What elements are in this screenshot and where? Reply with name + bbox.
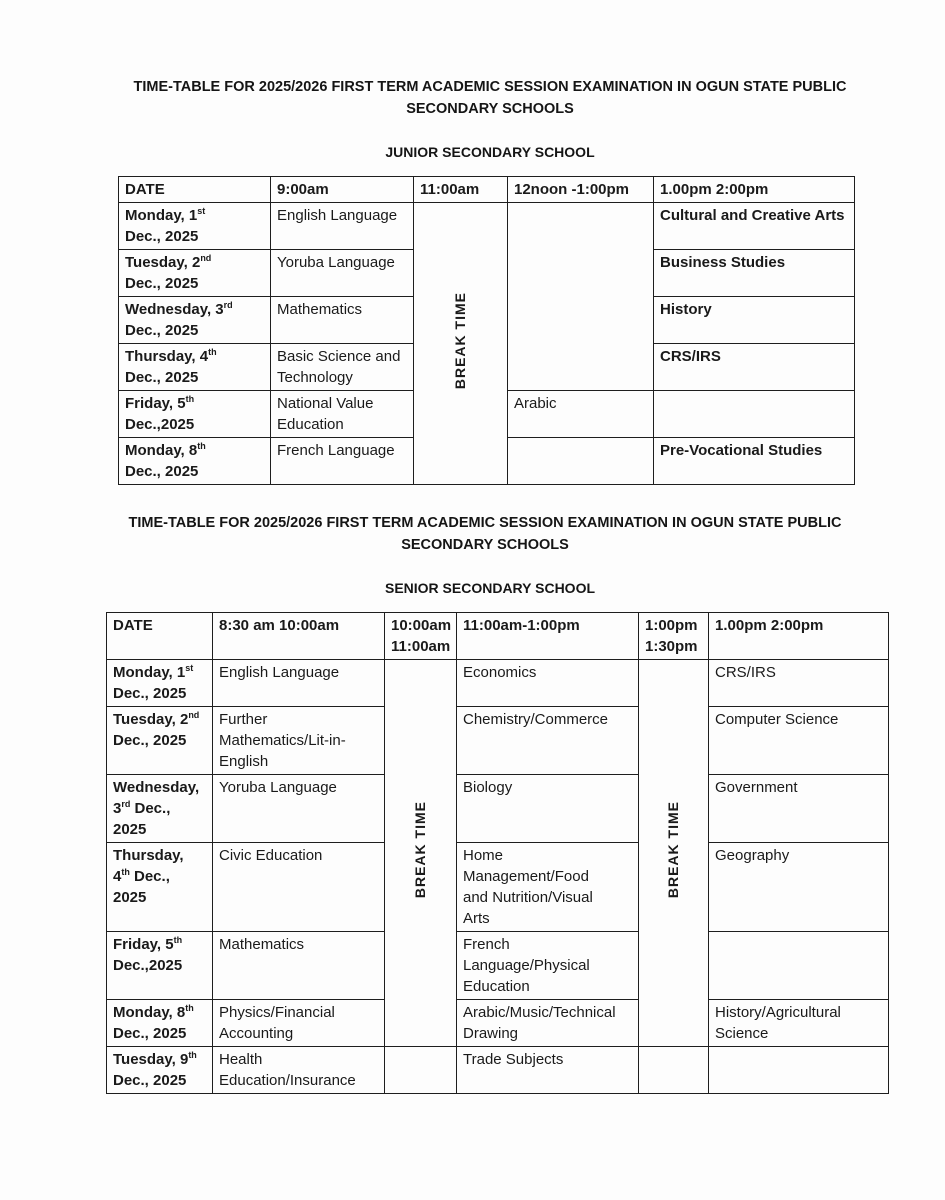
- sss-date-cell: Monday, 1st Dec., 2025: [107, 660, 213, 707]
- sss-subject-1pm: Computer Science: [709, 707, 889, 775]
- sss-subject-830am: English Language: [213, 660, 385, 707]
- jss-subject-12noon-empty: [508, 203, 654, 391]
- sss-subject-830am: Further Mathematics/Lit-in- English: [213, 707, 385, 775]
- jss-subject-9am: Yoruba Language: [271, 250, 414, 297]
- sss-header-date: DATE: [107, 613, 213, 660]
- jss-subject-9am: French Language: [271, 438, 414, 485]
- jss-subject-9am: English Language: [271, 203, 414, 250]
- sss-header-11am: 11:00am-1:00pm: [457, 613, 639, 660]
- jss-date-cell: Tuesday, 2nd Dec., 2025: [119, 250, 271, 297]
- table-row: [107, 775, 889, 843]
- sss-title: [105, 512, 865, 556]
- table-row: [119, 203, 855, 250]
- sss-section-title: SENIOR SECONDARY SCHOOL: [384, 580, 596, 596]
- jss-header-12noon: 12noon -1:00pm: [508, 177, 654, 203]
- sss-header-830am: 8:30 am 10:00am: [213, 613, 385, 660]
- jss-date-cell: Thursday, 4th Dec., 2025: [119, 344, 271, 391]
- sss-date-cell: Friday, 5th Dec.,2025: [107, 932, 213, 1000]
- jss-date-cell: Wednesday, 3rd Dec., 2025: [119, 297, 271, 344]
- jss-date-cell: Friday, 5th Dec.,2025: [119, 391, 271, 438]
- jss-subject-1pm: Cultural and Creative Arts: [654, 203, 855, 250]
- table-row: [107, 932, 889, 1000]
- table-row: [107, 707, 889, 775]
- jss-subject-9am: National Value Education: [271, 391, 414, 438]
- sss-date-cell: Tuesday, 2nd Dec., 2025: [107, 707, 213, 775]
- table-row: [107, 1047, 889, 1094]
- jss-subject-1pm: Business Studies: [654, 250, 855, 297]
- sss-break-time-2: BREAK TIME: [639, 660, 709, 1047]
- jss-subject-12noon: [508, 438, 654, 485]
- jss-header-11am: 11:00am: [414, 177, 508, 203]
- sss-subject-1pm: Geography: [709, 843, 889, 932]
- sss-break-empty-2: [639, 1047, 709, 1094]
- sss-subject-1pm: CRS/IRS: [709, 660, 889, 707]
- jss-header-9am: 9:00am: [271, 177, 414, 203]
- sss-subject-1pm: [709, 1047, 889, 1094]
- jss-title-line2: SECONDARY SCHOOLS: [406, 101, 574, 117]
- sss-header-1pm-break: 1:00pm 1:30pm: [639, 613, 709, 660]
- sss-subject-830am: Physics/Financial Accounting: [213, 1000, 385, 1047]
- table-row: [107, 660, 889, 707]
- sss-date-cell: Thursday, 4th Dec., 2025: [107, 843, 213, 932]
- sss-title-line2: SECONDARY SCHOOLS: [401, 537, 569, 553]
- sss-subject-11am: Home Management/Food and Nutrition/Visual Arts: [457, 843, 639, 932]
- sss-header-row: [107, 613, 889, 660]
- jss-break-time: BREAK TIME: [414, 203, 508, 485]
- sss-break-time-1: BREAK TIME: [385, 660, 457, 1047]
- table-row: [107, 1000, 889, 1047]
- sss-subject-11am: French Language/Physical Education: [457, 932, 639, 1000]
- jss-section-title: JUNIOR SECONDARY SCHOOL: [385, 144, 595, 160]
- jss-subject-1pm: Pre-Vocational Studies: [654, 438, 855, 485]
- sss-title-line1: TIME-TABLE FOR 2025/2026 FIRST TERM ACADEMIC SESSION EXAMINATION IN OGUN STATE PUBLIC: [128, 515, 842, 531]
- jss-header-1pm: 1.00pm 2:00pm: [654, 177, 855, 203]
- jss-subject-9am: Mathematics: [271, 297, 414, 344]
- sss-subject-830am: Mathematics: [213, 932, 385, 1000]
- sss-subject-1pm: Government: [709, 775, 889, 843]
- sss-subject-830am: Health Education/Insurance: [213, 1047, 385, 1094]
- jss-header-row: [119, 177, 855, 203]
- jss-subject-1pm: History: [654, 297, 855, 344]
- sss-subject-830am: Yoruba Language: [213, 775, 385, 843]
- jss-title: [110, 76, 870, 120]
- sss-header-10am: 10:00am 11:00am: [385, 613, 457, 660]
- sss-subject-1pm: [709, 932, 889, 1000]
- sss-subject-11am: Trade Subjects: [457, 1047, 639, 1094]
- jss-header-date: DATE: [119, 177, 271, 203]
- jss-date-cell: Monday, 1st Dec., 2025: [119, 203, 271, 250]
- sss-subject-11am: Chemistry/Commerce: [457, 707, 639, 775]
- jss-subject-1pm: CRS/IRS: [654, 344, 855, 391]
- table-row: [107, 843, 889, 932]
- sss-subject-11am: Arabic/Music/Technical Drawing: [457, 1000, 639, 1047]
- jss-timetable: [118, 176, 855, 485]
- sss-subject-1pm: History/Agricultural Science: [709, 1000, 889, 1047]
- sss-subject-11am: Economics: [457, 660, 639, 707]
- sss-date-cell: Tuesday, 9th Dec., 2025: [107, 1047, 213, 1094]
- jss-subject-12noon: Arabic: [508, 391, 654, 438]
- jss-subject-1pm: [654, 391, 855, 438]
- sss-subject-11am: Biology: [457, 775, 639, 843]
- sss-header-1pm: 1.00pm 2:00pm: [709, 613, 889, 660]
- jss-title-line1: TIME-TABLE FOR 2025/2026 FIRST TERM ACADEMIC SESSION EXAMINATION IN OGUN STATE PUBLIC: [133, 79, 847, 95]
- jss-subject-9am: Basic Science and Technology: [271, 344, 414, 391]
- sss-timetable: [106, 612, 889, 1094]
- jss-date-cell: Monday, 8th Dec., 2025: [119, 438, 271, 485]
- sss-break-empty-1: [385, 1047, 457, 1094]
- sss-subject-830am: Civic Education: [213, 843, 385, 932]
- sss-date-cell: Wednesday, 3rd Dec., 2025: [107, 775, 213, 843]
- sss-date-cell: Monday, 8th Dec., 2025: [107, 1000, 213, 1047]
